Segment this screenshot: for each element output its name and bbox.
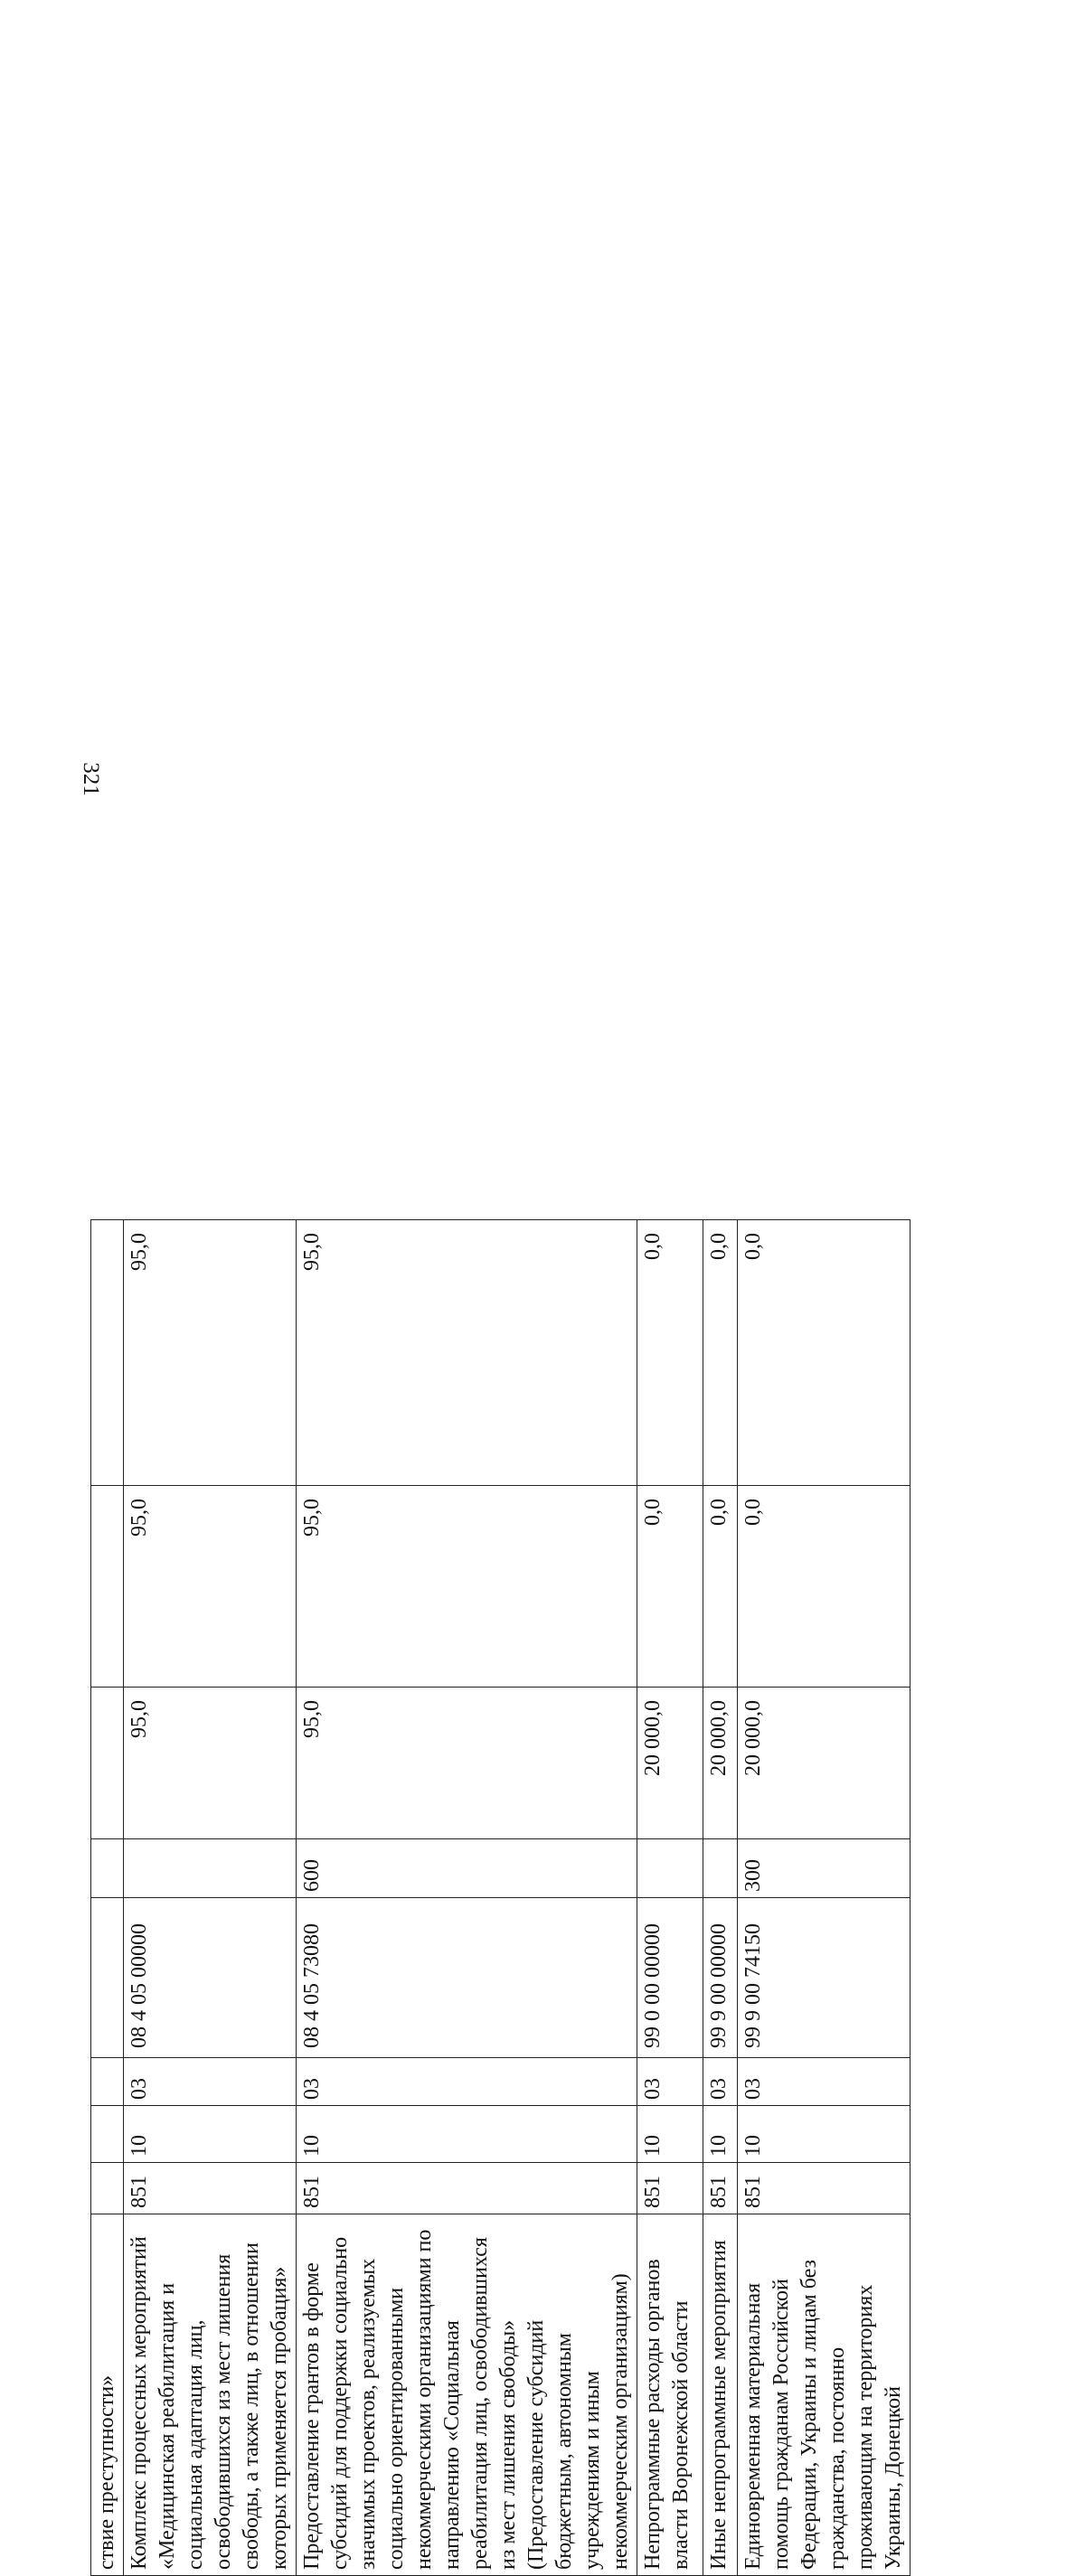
page-number: 321 bbox=[79, 762, 103, 796]
rotated-page-content bbox=[90, 1089, 909, 2576]
cell-pr: 03 bbox=[124, 2058, 297, 2106]
cell-pr bbox=[91, 2058, 124, 2106]
cell-name: Предоставление грантов в форме субсидий для поддержки социально значимых проектов, реализуемых социально ориентированными некоммерческими организациями по направлению «Социальная реабилитация лиц, освободившихся из мест лишения свободы» (Предоставление субсидий бюджетным, автономным учреждениям и иным некоммерческим организациям) bbox=[297, 2214, 637, 2576]
cell-vr bbox=[91, 1839, 124, 1898]
cell-name: Комплекс процессных мероприятий «Медицинская реабилитация и социальная адаптация лиц, освободившихся из мест лишения свободы, а также лиц, в отношении которых применяется пробация» bbox=[124, 2214, 297, 2576]
table-row bbox=[297, 1220, 637, 2576]
cell-year1: 95,0 bbox=[297, 1688, 637, 1839]
cell-csr: 08 4 05 00000 bbox=[124, 1898, 297, 2058]
cell-name: Иные непрограммные мероприятия bbox=[703, 2214, 738, 2576]
table-row bbox=[91, 1220, 124, 2576]
cell-year3 bbox=[91, 1220, 124, 1486]
cell-year2: 95,0 bbox=[297, 1486, 637, 1688]
cell-vr bbox=[703, 1839, 738, 1898]
cell-year1: 95,0 bbox=[124, 1688, 297, 1839]
cell-vr bbox=[637, 1839, 703, 1898]
cell-year2: 0,0 bbox=[738, 1486, 910, 1688]
cell-pr: 03 bbox=[738, 2058, 910, 2106]
cell-rz: 10 bbox=[703, 2106, 738, 2163]
cell-rz bbox=[91, 2106, 124, 2163]
cell-csr: 08 4 05 73080 bbox=[297, 1898, 637, 2058]
cell-year1 bbox=[91, 1688, 124, 1839]
cell-csr: 99 9 00 00000 bbox=[703, 1898, 738, 2058]
cell-vr: 300 bbox=[738, 1839, 910, 1898]
cell-csr bbox=[91, 1898, 124, 2058]
cell-csr: 99 9 00 74150 bbox=[738, 1898, 910, 2058]
table-row bbox=[738, 1220, 910, 2576]
cell-grbs: 851 bbox=[703, 2163, 738, 2214]
cell-pr: 03 bbox=[703, 2058, 738, 2106]
budget-table bbox=[90, 1219, 910, 2576]
cell-vr bbox=[124, 1839, 297, 1898]
cell-name: Непрограммные расходы органов власти Воронежской области bbox=[637, 2214, 703, 2576]
cell-grbs: 851 bbox=[297, 2163, 637, 2214]
cell-year3: 95,0 bbox=[124, 1220, 297, 1486]
cell-year1: 20 000,0 bbox=[738, 1688, 910, 1839]
cell-year3: 0,0 bbox=[637, 1220, 703, 1486]
cell-year2: 0,0 bbox=[637, 1486, 703, 1688]
table-row bbox=[637, 1220, 703, 2576]
cell-grbs: 851 bbox=[637, 2163, 703, 2214]
cell-vr: 600 bbox=[297, 1839, 637, 1898]
cell-year1: 20 000,0 bbox=[637, 1688, 703, 1839]
cell-rz: 10 bbox=[124, 2106, 297, 2163]
cell-pr: 03 bbox=[637, 2058, 703, 2106]
cell-year3: 0,0 bbox=[703, 1220, 738, 1486]
cell-year3: 0,0 bbox=[738, 1220, 910, 1486]
cell-csr: 99 0 00 00000 bbox=[637, 1898, 703, 2058]
table-row bbox=[703, 1220, 738, 2576]
cell-rz: 10 bbox=[297, 2106, 637, 2163]
cell-name: ствие преступности» bbox=[91, 2214, 124, 2576]
cell-year1: 20 000,0 bbox=[703, 1688, 738, 1839]
table-row bbox=[124, 1220, 297, 2576]
cell-rz: 10 bbox=[738, 2106, 910, 2163]
cell-pr: 03 bbox=[297, 2058, 637, 2106]
cell-grbs: 851 bbox=[124, 2163, 297, 2214]
cell-grbs: 851 bbox=[738, 2163, 910, 2214]
cell-year2: 95,0 bbox=[124, 1486, 297, 1688]
cell-year2 bbox=[91, 1486, 124, 1688]
cell-rz: 10 bbox=[637, 2106, 703, 2163]
cell-year2: 0,0 bbox=[703, 1486, 738, 1688]
cell-name: Единовременная материальная помощь гражданам Российской Федерации, Украины и лицам без гражданства, постоянно проживающим на территориях Украины, Донецкой bbox=[738, 2214, 910, 2576]
cell-grbs bbox=[91, 2163, 124, 2214]
cell-year3: 95,0 bbox=[297, 1220, 637, 1486]
